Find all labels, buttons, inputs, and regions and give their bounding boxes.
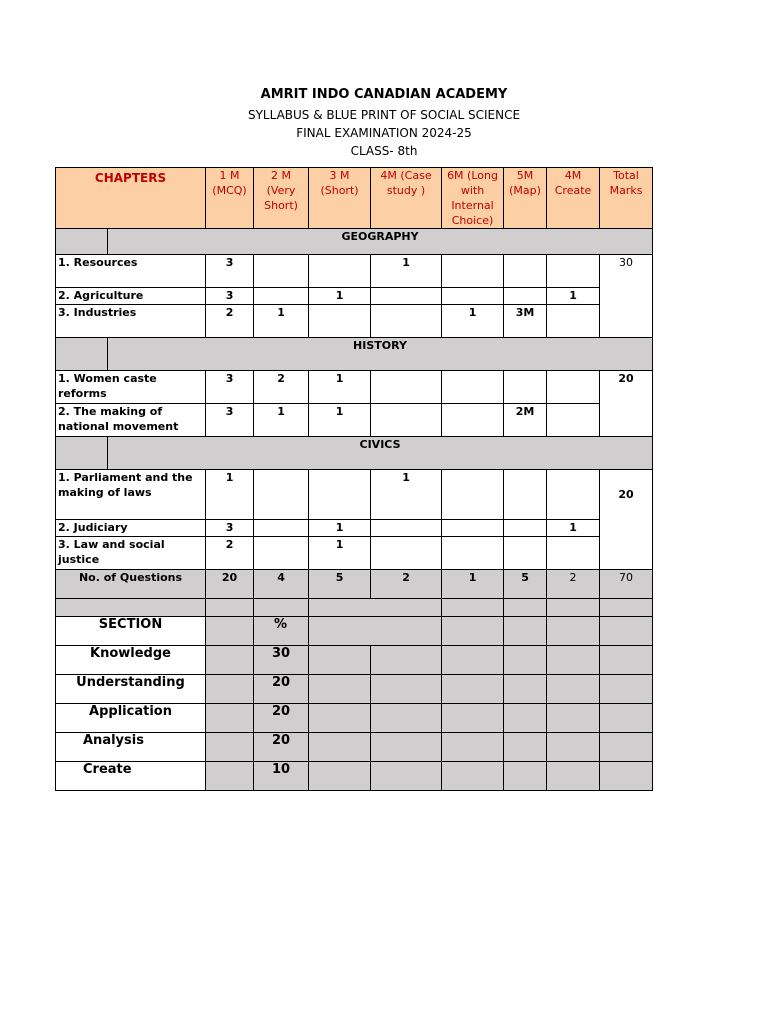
bloom-level: Application [56, 704, 206, 733]
questions-row: No. of Questions 20 4 5 2 1 5 2 70 [56, 570, 653, 599]
header-total: Total Marks [600, 168, 653, 229]
header-1m: 1 M (MCQ) [206, 168, 254, 229]
table-row: 1. Parliament and the making of laws 1 1 20 [56, 470, 653, 520]
table-row [56, 675, 653, 704]
bloom-level: Create [56, 762, 206, 791]
section-row-geography [56, 229, 653, 255]
document-subtitle: SYLLABUS & BLUE PRINT OF SOCIAL SCIENCE [247, 108, 521, 122]
table-row: 2. The making of national movement 3 1 1 2M [56, 404, 653, 437]
chapter-name: 2. Judiciary [56, 520, 206, 537]
header-2m: 2 M (Very Short) [254, 168, 309, 229]
school-name: AMRIT INDO CANADIAN ACADEMY [260, 87, 508, 102]
chapter-name: 1. Parliament and the making of laws [56, 470, 206, 520]
section-civics: CIVICS [108, 437, 653, 470]
bloom-percent: 30 [254, 646, 309, 675]
section-row-history [56, 338, 653, 371]
section-geography: GEOGRAPHY [108, 229, 653, 255]
class-label: CLASS- 8th [350, 144, 418, 158]
table-row [56, 704, 653, 733]
table-row: 2. Judiciary 3 1 1 [56, 520, 653, 537]
history-total: 20 [600, 371, 653, 437]
header-chapters: CHAPTERS [56, 168, 206, 229]
chapter-name: 3. Law and social justice [56, 537, 206, 570]
header-4m-case: 4M (Case study ) [371, 168, 442, 229]
table-row [56, 733, 653, 762]
table-row: 1. Women caste reforms 3 2 1 20 [56, 371, 653, 404]
bloom-level: Knowledge [56, 646, 206, 675]
header-4m-create: 4M Create [547, 168, 600, 229]
grand-total: 70 [600, 570, 653, 599]
civics-total: 20 [600, 470, 653, 570]
header-3m: 3 M (Short) [309, 168, 371, 229]
chapter-name: 2. The making of national movement [56, 404, 206, 437]
table-row: 1. Resources 3 1 30 [56, 255, 653, 288]
section-history: HISTORY [108, 338, 653, 371]
header-6m: 6M (Long with Internal Choice) [442, 168, 504, 229]
section-row-civics [56, 437, 653, 470]
table-row [56, 646, 653, 675]
section-header-row [56, 617, 653, 646]
section-label: SECTION [56, 617, 206, 646]
bloom-percent: 20 [254, 704, 309, 733]
bloom-percent: 20 [254, 733, 309, 762]
column-header-row [56, 168, 653, 229]
geography-total: 30 [600, 255, 653, 338]
table-row: 2. Agriculture 3 1 1 [56, 288, 653, 305]
chapter-name: 1. Resources [56, 255, 206, 288]
bloom-percent: 20 [254, 675, 309, 704]
blueprint-table [55, 167, 653, 791]
spacer-row [56, 599, 653, 617]
percent-label: % [254, 617, 309, 646]
header-5m: 5M (Map) [504, 168, 547, 229]
bloom-level: Analysis [56, 733, 206, 762]
bloom-percent: 10 [254, 762, 309, 791]
chapter-name: 3. Industries [56, 305, 206, 338]
table-row [56, 762, 653, 791]
exam-title: FINAL EXAMINATION 2024-25 [296, 126, 472, 140]
table-row: 3. Law and social justice 2 1 [56, 537, 653, 570]
bloom-level: Understanding [56, 675, 206, 704]
table-row: 3. Industries 2 1 1 3M [56, 305, 653, 338]
questions-label: No. of Questions [56, 570, 206, 599]
chapter-name: 2. Agriculture [56, 288, 206, 305]
chapter-name: 1. Women caste reforms [56, 371, 206, 404]
